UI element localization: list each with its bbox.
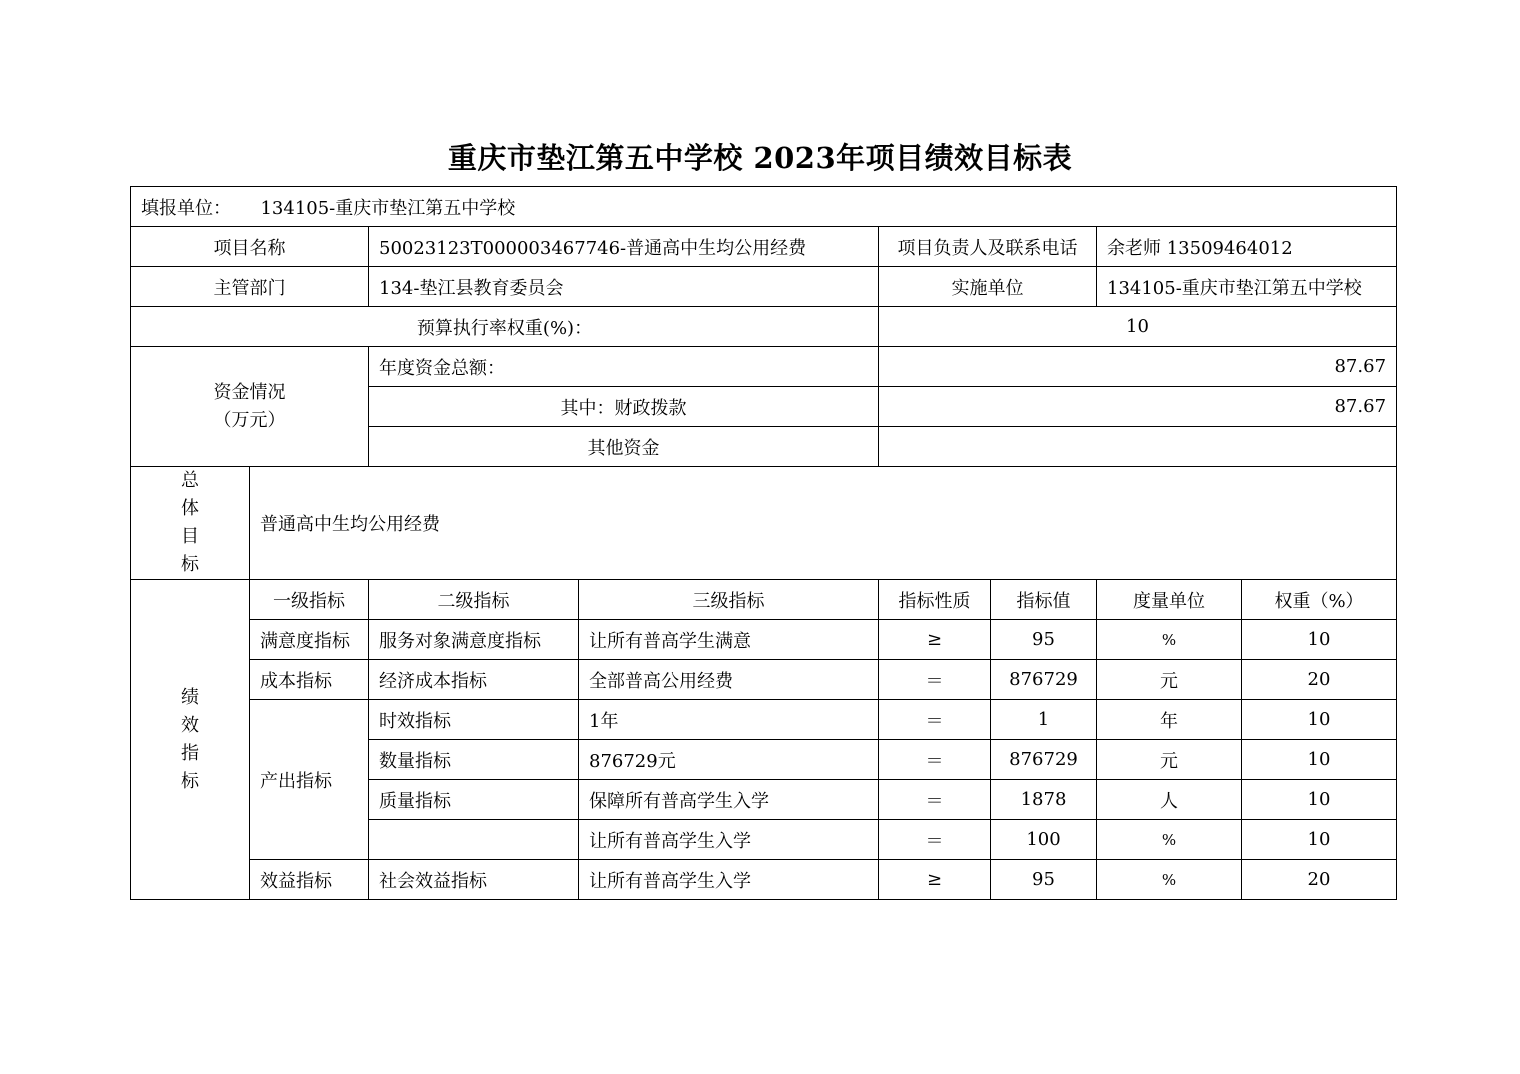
value-cell: 100: [991, 820, 1097, 860]
overall-goal-label-char: 目: [181, 526, 199, 547]
funds-other-value: [879, 427, 1397, 467]
header-value: 指标值: [991, 580, 1097, 620]
level1-cell: 产出指标: [250, 700, 369, 860]
value-cell: 95: [991, 860, 1097, 900]
level3-cell: 让所有普高学生入学: [579, 820, 879, 860]
funds-label-cell: [131, 347, 369, 467]
level3-cell: 876729元: [579, 740, 879, 780]
nature-cell: ≥: [879, 860, 991, 900]
department-row: [131, 267, 1397, 307]
nature-cell: ＝: [879, 780, 991, 820]
budget-weight-row: [131, 307, 1397, 347]
department-label: 主管部门: [131, 267, 369, 307]
funds-other-label: 其他资金: [369, 427, 879, 467]
weight-cell: 10: [1242, 620, 1397, 660]
unit-cell: %: [1097, 860, 1242, 900]
level3-cell: 让所有普高学生入学: [579, 860, 879, 900]
level2-cell: 数量指标: [369, 740, 579, 780]
reporting-unit-label: 填报单位：: [141, 197, 231, 219]
header-level1: 一级指标: [250, 580, 369, 620]
level3-cell: 1年: [579, 700, 879, 740]
level2-cell: 服务对象满意度指标: [369, 620, 579, 660]
header-level3: 三级指标: [579, 580, 879, 620]
overall-goal-row: [131, 467, 1397, 580]
indicator-header-row: [131, 580, 1397, 620]
level1-cell: 效益指标: [250, 860, 369, 900]
unit-cell: 元: [1097, 660, 1242, 700]
weight-cell: 20: [1242, 660, 1397, 700]
overall-goal-label-char: 总: [181, 470, 199, 491]
performance-label-char: 指: [181, 742, 199, 764]
project-owner-value: 余老师 13509464012: [1097, 227, 1397, 267]
level3-cell: 全部普高公用经费: [579, 660, 879, 700]
nature-cell: ＝: [879, 820, 991, 860]
performance-indicator-label: [131, 580, 250, 900]
level2-cell: 社会效益指标: [369, 860, 579, 900]
level2-cell: 质量指标: [369, 780, 579, 820]
level3-cell: 让所有普高学生满意: [579, 620, 879, 660]
performance-label-char: 效: [181, 714, 199, 736]
page-title: 重庆市垫江第五中学校 2023年项目绩效目标表: [447, 141, 1073, 175]
overall-goal-label-char: 标: [181, 554, 199, 575]
weight-cell: 20: [1242, 860, 1397, 900]
overall-goal-label-char: 体: [181, 498, 199, 519]
reporting-unit-cell: [131, 187, 1397, 227]
funds-total-row: [131, 347, 1397, 387]
value-cell: 1878: [991, 780, 1097, 820]
unit-cell: 年: [1097, 700, 1242, 740]
level2-cell: 经济成本指标: [369, 660, 579, 700]
level1-cell: 满意度指标: [250, 620, 369, 660]
unit-cell: 人: [1097, 780, 1242, 820]
weight-cell: 10: [1242, 700, 1397, 740]
reporting-unit-value: 134105-重庆市垫江第五中学校: [260, 197, 516, 219]
performance-label-char: 绩: [181, 686, 199, 708]
level2-cell: [369, 820, 579, 860]
nature-cell: ＝: [879, 740, 991, 780]
project-owner-label: 项目负责人及联系电话: [879, 227, 1097, 267]
reporting-unit-row: [131, 187, 1397, 227]
level1-cell: 成本指标: [250, 660, 369, 700]
unit-cell: %: [1097, 620, 1242, 660]
unit-cell: %: [1097, 820, 1242, 860]
funds-fiscal-value: 87.67: [879, 387, 1397, 427]
overall-goal-label: [131, 467, 250, 580]
level3-cell: 保障所有普高学生入学: [579, 780, 879, 820]
funds-total-value: 87.67: [879, 347, 1397, 387]
header-nature: 指标性质: [879, 580, 991, 620]
value-cell: 876729: [991, 660, 1097, 700]
value-cell: 1: [991, 700, 1097, 740]
weight-cell: 10: [1242, 740, 1397, 780]
table-row: [131, 700, 1397, 740]
nature-cell: ＝: [879, 660, 991, 700]
overall-goal-value: 普通高中生均公用经费: [250, 467, 1397, 580]
value-cell: 876729: [991, 740, 1097, 780]
table-row: [131, 860, 1397, 900]
implementing-unit-label: 实施单位: [879, 267, 1097, 307]
header-weight: 权重（%）: [1242, 580, 1397, 620]
table-row: [131, 660, 1397, 700]
funds-unit-label: （万元）: [213, 409, 286, 431]
implementing-unit-value: 134105-重庆市垫江第五中学校: [1097, 267, 1397, 307]
nature-cell: ＝: [879, 700, 991, 740]
header-level2: 二级指标: [369, 580, 579, 620]
table-row: [131, 620, 1397, 660]
budget-weight-label: 预算执行率权重(%)：: [131, 307, 879, 347]
weight-cell: 10: [1242, 780, 1397, 820]
funds-label: 资金情况: [213, 381, 286, 403]
performance-goal-table: [130, 186, 1397, 900]
performance-label-char: 标: [181, 770, 199, 792]
level2-cell: 时效指标: [369, 700, 579, 740]
project-name-value: 50023123T000003467746-普通高中生均公用经费: [369, 227, 879, 267]
nature-cell: ≥: [879, 620, 991, 660]
weight-cell: 10: [1242, 820, 1397, 860]
project-name-label: 项目名称: [131, 227, 369, 267]
funds-fiscal-label: 其中：财政拨款: [369, 387, 879, 427]
department-value: 134-垫江县教育委员会: [369, 267, 879, 307]
unit-cell: 元: [1097, 740, 1242, 780]
project-name-row: [131, 227, 1397, 267]
funds-total-label: 年度资金总额：: [369, 347, 879, 387]
header-unit: 度量单位: [1097, 580, 1242, 620]
value-cell: 95: [991, 620, 1097, 660]
budget-weight-value: 10: [879, 307, 1397, 347]
